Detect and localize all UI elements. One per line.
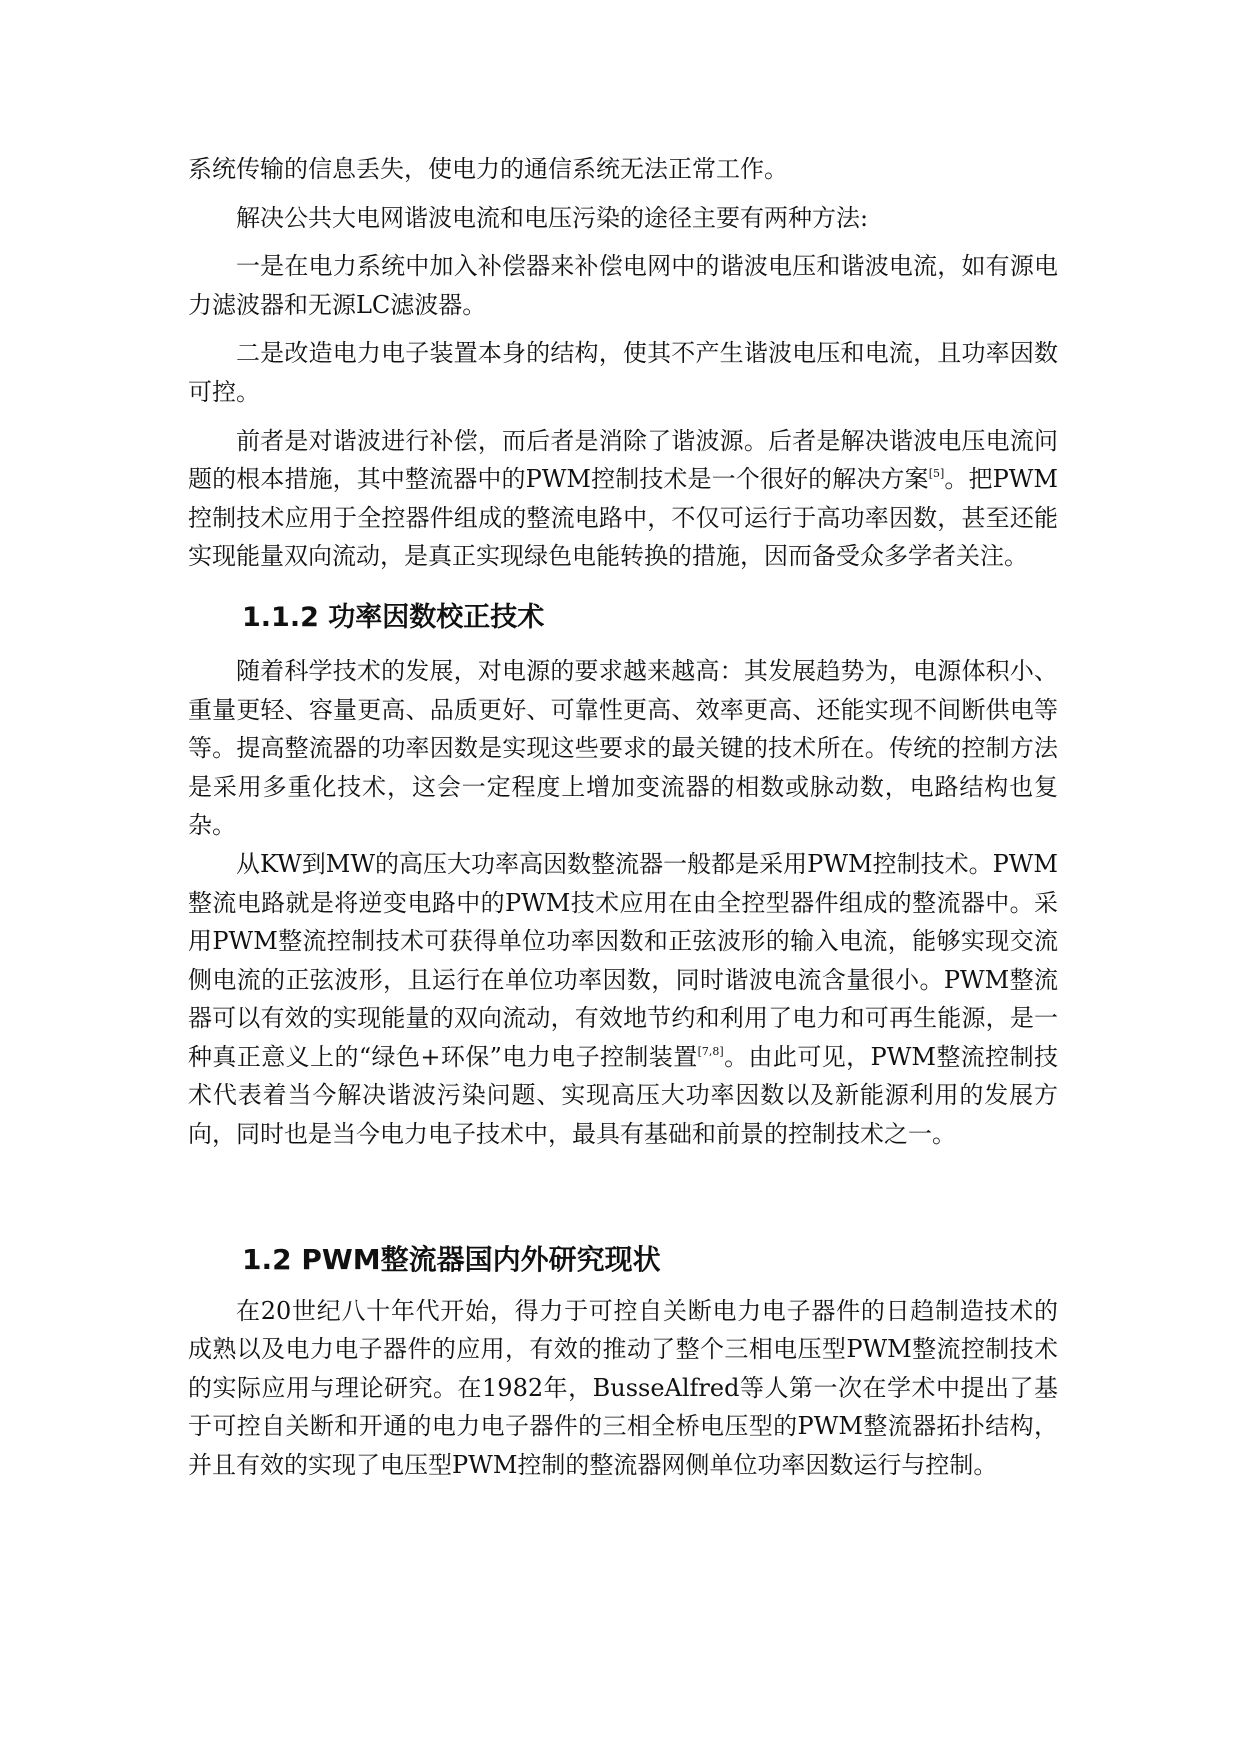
paragraph-compare-text-b: 。把PWM控制技术应用于全控器件组成的整流电路中，不仅可运行于高功率因数，甚至还能实现能量双向流动，是真正实现绿色电能转换的措施，因而备受众多学者关注。 [188, 465, 1059, 571]
paragraph-method-two: 二是改造电力电子装置本身的结构，使其不产生谐波电压和电流，且功率因数可控。 [188, 339, 1058, 406]
paragraph-development: 随着科学技术的发展，对电源的要求越来越高：其发展趋势为，电源体积小、重量更轻、容量更高、品质更好、可靠性更高、效率更高、还能实现不间断供电等等。提高整流器的功率因数是实现这些要求的最关键的技术所在。传统的控制方法是采用多重化技术，这会一定程度上增加变流器的相数或脉动数，电路结构也复杂。 [188, 656, 1058, 840]
paragraph-methods: 解决公共大电网谐波电流和电压污染的途径主要有两种方法: [236, 203, 869, 232]
paragraph-pwm-text-a: 从KW到MW的高压大功率高因数整流器一般都是采用PWM控制技术。PWM整流电路就是将逆变电路中的PWM技术应用在由全控型器件组成的整流器中。采用PWM整流控制技术可获得单位功率因数和正弦波形的输入电流，能够实现交流侧电流的正弦波形，且运行在单位功率因数，同时谐波电流含量很小。PWM整流器可以有效的实现能量的双向流动，有效地节约和利用了电力和可再生能源，是一种真正意义上的“绿色+环保”电力电子控制装置 [188, 849, 1058, 1071]
paragraph-method-one: 一是在电力系统中加入补偿器来补偿电网中的谐波电压和谐波电流，如有源电力滤波器和无源LC滤波器。 [188, 252, 1058, 319]
paragraph-pwm [188, 845, 1058, 1154]
paragraph-compare-text-a: 前者是对谐波进行补偿，而后者是消除了谐波源。后者是解决谐波电压电流问题的根本措施，其中整流器中的PWM控制技术是一个很好的解决方案 [188, 426, 1058, 494]
section-heading-1-2: 1.2 PWM整流器国内外研究现状 [242, 1242, 661, 1276]
section-heading-1-1-2: 1.1.2 功率因数校正技术 [242, 601, 545, 633]
paragraph-history: 在20世纪八十年代开始，得力于可控自关断电力电子器件的日趋制造技术的成熟以及电力电子器件的应用，有效的推动了整个三相电压型PWM整流控制技术的实际应用与理论研究。在1982年，BusseAlfred等人第一次在学术中提出了基于可控自关断和开通的电力电子器件的三相全桥电压型的PWM整流器拓扑结构，并且有效的实现了电压型PWM控制的整流器网侧单位功率因数运行与控制。 [188, 1296, 1058, 1480]
paragraph-intro-end: 系统传输的信息丢失，使电力的通信系统无法正常工作。 [188, 155, 788, 183]
document-page [188, 150, 1058, 1485]
paragraph-compare [188, 422, 1058, 576]
citation-ref-7-8: [7,8] [697, 1044, 724, 1058]
citation-ref-5: [5] [928, 467, 945, 481]
paragraph-pwm-text-b: 。由此可见，PWM整流控制技术代表着当今解决谐波污染问题、实现高压大功率因数以及新能源利用的发展方向，同时也是当今电力电子技术中，最具有基础和前景的控制技术之一。 [188, 1042, 1058, 1149]
